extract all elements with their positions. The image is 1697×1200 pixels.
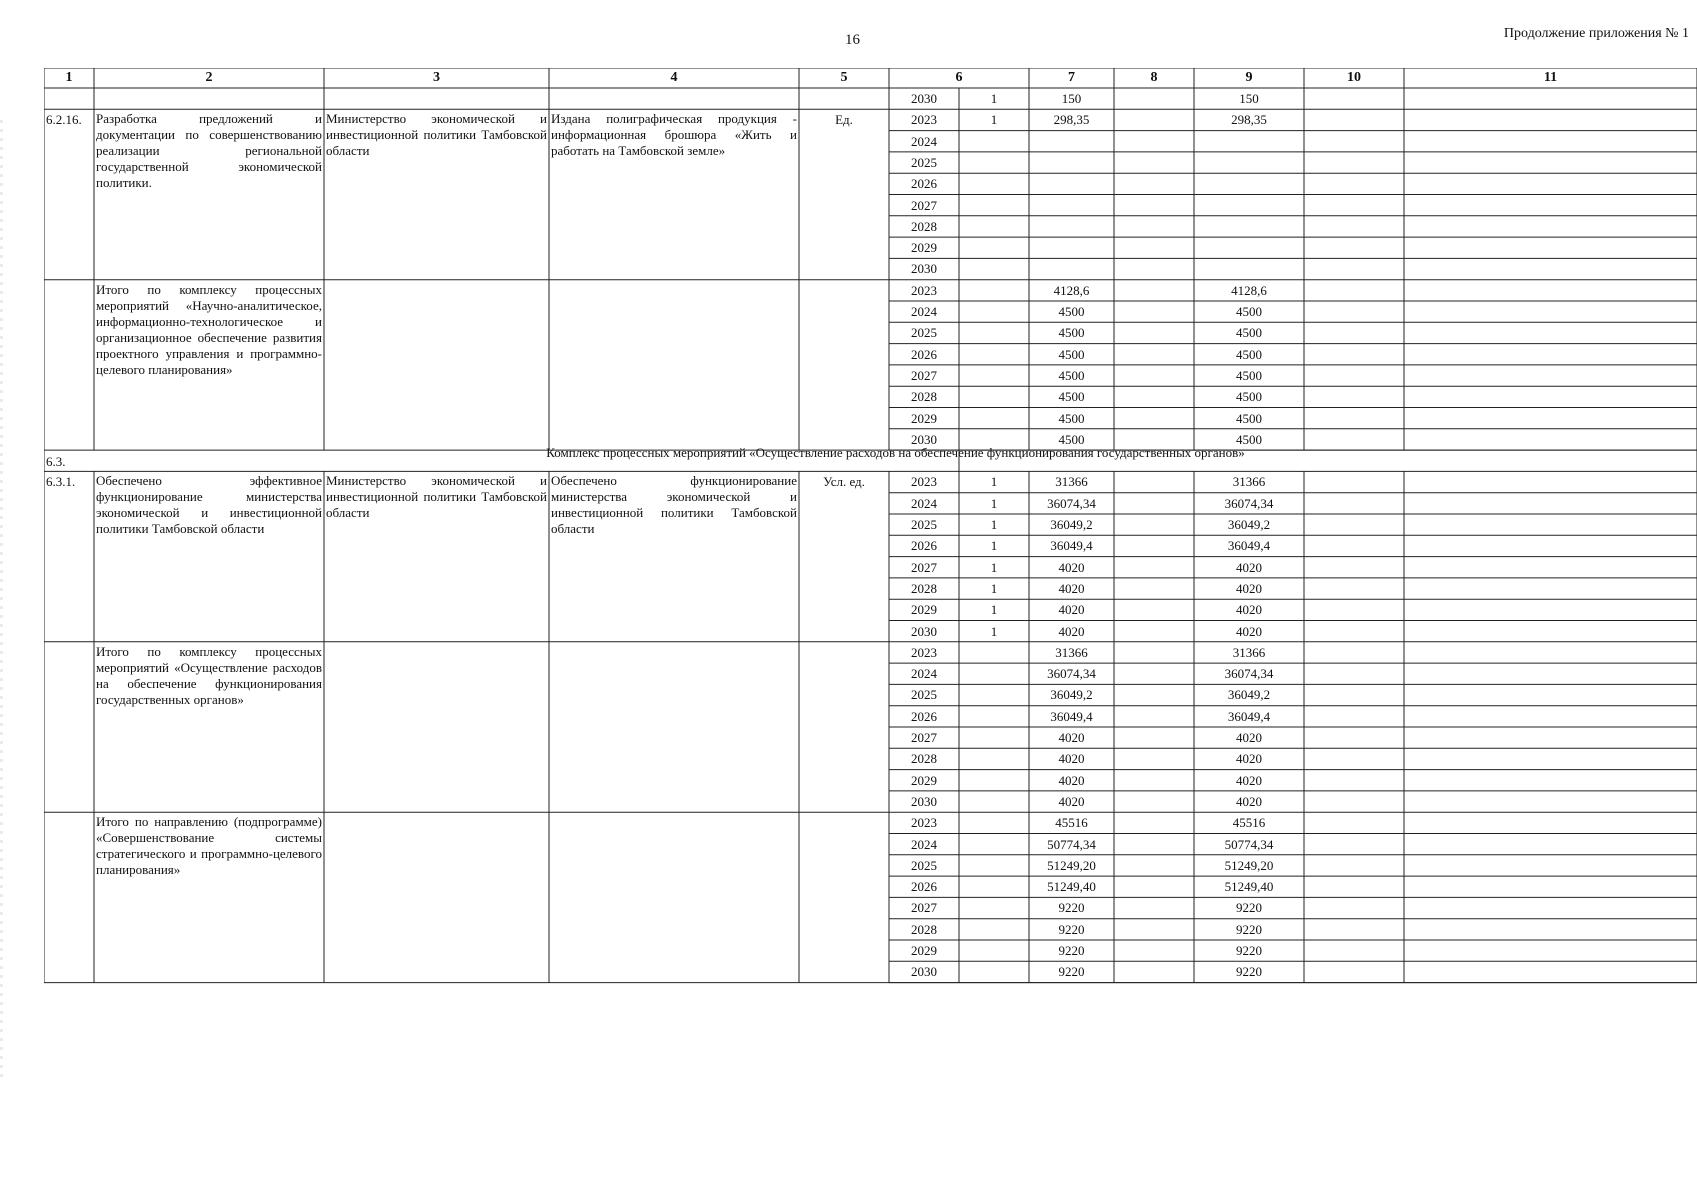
item-6-3-1-col9-2029: 4020: [1236, 602, 1262, 618]
item-6-3-1-col6-2027: 1: [990, 559, 998, 575]
item-6-3-1-year-2029: 2029: [911, 602, 937, 618]
total-subprogram-col9-2026: 51249,40: [1224, 879, 1274, 895]
total-6-3-year-2025: 2025: [911, 687, 937, 703]
item-6-2-16-result: Издана полиграфическая продукция - информационная брошюра «Жить и работать на Тамбовской земле»: [551, 111, 797, 159]
total-subprogram-col9-2027: 9220: [1236, 900, 1262, 916]
total-subprogram-col7-2023: 45516: [1055, 815, 1088, 831]
item-6-3-1-year-2027: 2027: [911, 559, 937, 575]
item-6-2-16-col9-2023: 298,35: [1231, 112, 1267, 128]
total-6-3-year-2028: 2028: [911, 751, 937, 767]
item-6-3-1-col6-2026: 1: [990, 538, 998, 554]
item-6-2-16-year-2028: 2028: [911, 218, 937, 234]
total-6-2-col9-2027: 4500: [1236, 367, 1262, 383]
total-subprogram-year-2024: 2024: [911, 836, 937, 852]
total-6-3-col7-2027: 4020: [1058, 730, 1085, 745]
total-subprogram-year-2026: 2026: [911, 879, 937, 895]
total-6-3-col9-2023: 31366: [1232, 644, 1266, 660]
total-6-3-col9-2026: 36049,4: [1227, 708, 1271, 724]
total-6-2-col9-2030: 4500: [1236, 431, 1262, 447]
item-6-3-1-col9-2030: 4020: [1236, 623, 1262, 639]
total-6-3-col9-2024: 36074,34: [1224, 666, 1274, 682]
item-6-3-1-col7-2030: 4020: [1058, 623, 1085, 639]
item-6-3-1-col7-2023: 31366: [1055, 474, 1088, 490]
item-6-3-1-year-2028: 2028: [911, 580, 937, 596]
carry-row-col6-2030: 1: [990, 91, 998, 106]
item-6-3-1-year-2024: 2024: [911, 495, 937, 511]
total-6-3-col7-2024: 36074,34: [1047, 666, 1096, 682]
item-6-3-1-col9-2024: 36074,34: [1224, 495, 1274, 511]
total-subprogram-year-2030: 2030: [911, 964, 937, 980]
total-6-3-col9-2029: 4020: [1236, 772, 1262, 788]
total-6-2-col9-2024: 4500: [1236, 304, 1262, 319]
total-6-3-col7-2025: 36049,2: [1050, 687, 1093, 703]
total-6-2-year-2030: 2030: [911, 431, 937, 447]
total-6-2-col7-2029: 4500: [1058, 410, 1085, 426]
total-6-3-year-2029: 2029: [911, 772, 937, 788]
item-6-3-1-col7-2027: 4020: [1058, 559, 1085, 575]
item-6-3-1-col7-2028: 4020: [1058, 580, 1085, 596]
item-6-3-1-col7-2026: 36049,4: [1050, 538, 1093, 554]
total-6-2-col7-2030: 4500: [1058, 431, 1085, 447]
total-6-3-year-2030: 2030: [911, 793, 937, 809]
item-6-3-1-description: Обеспечено эффективное функционирование министерства экономической и инвестиционной политики Тамбовской области: [96, 473, 322, 537]
total-6-2-col9-2023: 4128,6: [1231, 282, 1267, 298]
item-6-3-1-col6-2024: 1: [990, 495, 998, 511]
item-6-3-1-year-2030: 2030: [911, 623, 937, 639]
column-header-9: 9: [1245, 70, 1253, 85]
total-6-3-year-2024: 2024: [911, 666, 937, 682]
total-6-3-col7-2028: 4020: [1058, 751, 1085, 767]
item-6-2-16-year-2025: 2025: [911, 154, 937, 170]
total-subprogram-year-2029: 2029: [911, 943, 937, 958]
item-6-3-1-col9-2025: 36049,2: [1227, 517, 1271, 532]
column-header-3: 3: [433, 70, 440, 85]
total-subprogram-col9-2025: 51249,20: [1224, 857, 1274, 873]
item-6-3-1-number: 6.3.1.: [46, 474, 76, 490]
column-header-7: 7: [1068, 70, 1075, 85]
item-6-3-1-col7-2029: 4020: [1058, 602, 1085, 618]
total-subprogram-col9-2023: 45516: [1232, 815, 1266, 831]
total-6-2-year-2025: 2025: [911, 325, 937, 341]
item-6-3-1-col6-2025: 1: [990, 517, 998, 532]
column-header-10: 10: [1347, 70, 1361, 85]
item-6-2-16-unit: Ед.: [835, 112, 853, 128]
total-6-2-col9-2026: 4500: [1236, 346, 1262, 362]
total-subprogram-year-2023: 2023: [911, 815, 937, 831]
total-subprogram-label: Итого по направлению (подпрограмме) «Совершенствование системы стратегического и программно-целевого планирования»: [96, 814, 322, 878]
column-header-5: 5: [840, 70, 848, 85]
item-6-3-1-col9-2026: 36049,4: [1227, 538, 1271, 554]
column-header-1: 1: [65, 70, 73, 85]
column-header-6: 6: [955, 70, 963, 85]
total-6-2-year-2029: 2029: [911, 410, 937, 426]
carry-row-col7-2030: 150: [1061, 91, 1082, 106]
item-6-2-16-year-2023: 2023: [911, 112, 937, 128]
item-6-3-1-year-2026: 2026: [911, 538, 937, 554]
total-6-3-col9-2025: 36049,2: [1227, 687, 1271, 703]
total-6-3-col7-2023: 31366: [1055, 644, 1088, 660]
item-6-3-1-col7-2024: 36074,34: [1047, 495, 1096, 511]
total-6-2-year-2027: 2027: [911, 367, 937, 383]
item-6-3-1-result: Обеспечено функционирование министерства экономической и инвестиционной политики Тамбовской области: [551, 473, 797, 537]
item-6-2-16-col7-2023: 298,35: [1053, 112, 1090, 128]
section-6-3-number: 6.3.: [46, 454, 66, 470]
total-6-3-col9-2027: 4020: [1236, 730, 1262, 745]
total-subprogram-col7-2030: 9220: [1058, 964, 1085, 980]
item-6-2-16-year-2026: 2026: [911, 176, 937, 192]
item-6-3-1-col9-2027: 4020: [1236, 559, 1262, 575]
total-subprogram-col9-2028: 9220: [1236, 921, 1262, 937]
total-6-2-col7-2023: 4128,6: [1053, 282, 1090, 298]
total-subprogram-col7-2024: 50774,34: [1047, 836, 1096, 852]
item-6-3-1-year-2025: 2025: [911, 517, 937, 532]
item-6-3-1-col9-2023: 31366: [1232, 474, 1266, 490]
carry-row-year-2030: 2030: [911, 91, 937, 106]
item-6-2-16-year-2030: 2030: [911, 261, 937, 277]
column-header-8: 8: [1150, 70, 1158, 85]
item-6-2-16-description: Разработка предложений и документации по совершенствованию реализации региональной государственной экономической политики.: [96, 111, 322, 191]
scan-edge-artifact: [0, 120, 3, 1080]
total-6-2-col7-2028: 4500: [1058, 389, 1085, 405]
total-6-3-col7-2029: 4020: [1058, 772, 1085, 788]
item-6-3-1-col6-2023: 1: [990, 474, 998, 490]
item-6-2-16-year-2029: 2029: [911, 240, 937, 256]
item-6-3-1-col9-2028: 4020: [1236, 580, 1262, 596]
total-subprogram-col7-2028: 9220: [1058, 921, 1085, 937]
total-subprogram-col9-2024: 50774,34: [1224, 836, 1274, 852]
total-6-2-col7-2025: 4500: [1058, 325, 1085, 341]
item-6-3-1-year-2023: 2023: [911, 474, 937, 490]
column-header-2: 2: [205, 70, 213, 85]
item-6-2-16-executor: Министерство экономической и инвестиционной политики Тамбовской области: [326, 111, 547, 159]
total-6-3-year-2023: 2023: [911, 644, 937, 660]
item-6-3-1-col6-2030: 1: [990, 623, 998, 639]
total-subprogram-col9-2030: 9220: [1236, 964, 1262, 980]
item-6-3-1-col7-2025: 36049,2: [1050, 517, 1093, 532]
total-subprogram-year-2025: 2025: [911, 857, 937, 873]
total-subprogram-col7-2026: 51249,40: [1047, 879, 1096, 895]
total-6-2-year-2023: 2023: [911, 282, 937, 298]
total-subprogram-year-2027: 2027: [911, 900, 937, 916]
total-6-2-col7-2024: 4500: [1058, 304, 1085, 319]
item-6-3-1-col6-2028: 1: [990, 580, 998, 596]
total-6-2-col9-2028: 4500: [1236, 389, 1262, 405]
total-subprogram-year-2028: 2028: [911, 921, 937, 937]
item-6-2-16-number: 6.2.16.: [46, 112, 82, 128]
total-subprogram-col9-2029: 9220: [1236, 943, 1262, 958]
total-6-2-col7-2027: 4500: [1058, 367, 1085, 383]
column-header-11: 11: [1543, 70, 1558, 85]
section-6-3-title: Комплекс процессных мероприятий «Осуществление расходов на обеспечение функционирования государственных органов»: [546, 445, 1245, 461]
total-6-3-label: Итого по комплексу процессных мероприятий «Осуществление расходов на обеспечение функционирования государственных органов»: [96, 643, 322, 707]
total-6-2-year-2026: 2026: [911, 346, 937, 362]
total-6-3-col9-2028: 4020: [1236, 751, 1262, 767]
total-6-3-year-2027: 2027: [911, 730, 937, 745]
total-6-3-col7-2026: 36049,4: [1050, 708, 1093, 724]
total-6-2-col7-2026: 4500: [1058, 346, 1085, 362]
total-6-3-col7-2030: 4020: [1058, 793, 1085, 809]
column-header-4: 4: [670, 70, 678, 85]
total-6-2-label: Итого по комплексу процессных мероприятий «Научно-аналитическое, информационно-технологическое и организационное обеспечение развития проектного управления и программно-целевого планирования»: [96, 281, 322, 377]
item-6-2-16-col6-2023: 1: [990, 112, 998, 128]
total-6-2-year-2024: 2024: [911, 304, 937, 319]
appendix-continuation-note: Продолжение приложения № 1: [1503, 26, 1689, 41]
total-subprogram-col7-2029: 9220: [1058, 943, 1085, 958]
total-6-3-year-2026: 2026: [911, 708, 937, 724]
item-6-3-1-col6-2029: 1: [990, 602, 998, 618]
carry-row-col9-2030: 150: [1239, 91, 1259, 106]
item-6-3-1-executor: Министерство экономической и инвестиционной политики Тамбовской области: [326, 473, 547, 521]
item-6-2-16-year-2024: 2024: [911, 133, 937, 149]
total-6-2-year-2028: 2028: [911, 389, 937, 405]
item-6-2-16-year-2027: 2027: [911, 197, 937, 213]
item-6-3-1-unit: Усл. ед.: [823, 474, 865, 490]
budget-table: [44, 68, 1697, 1000]
total-6-3-col9-2030: 4020: [1236, 793, 1262, 809]
total-subprogram-col7-2027: 9220: [1058, 900, 1085, 916]
page-number: 16: [845, 32, 860, 48]
total-6-2-col9-2025: 4500: [1236, 325, 1262, 341]
total-6-2-col9-2029: 4500: [1236, 410, 1262, 426]
total-subprogram-col7-2025: 51249,20: [1047, 857, 1096, 873]
